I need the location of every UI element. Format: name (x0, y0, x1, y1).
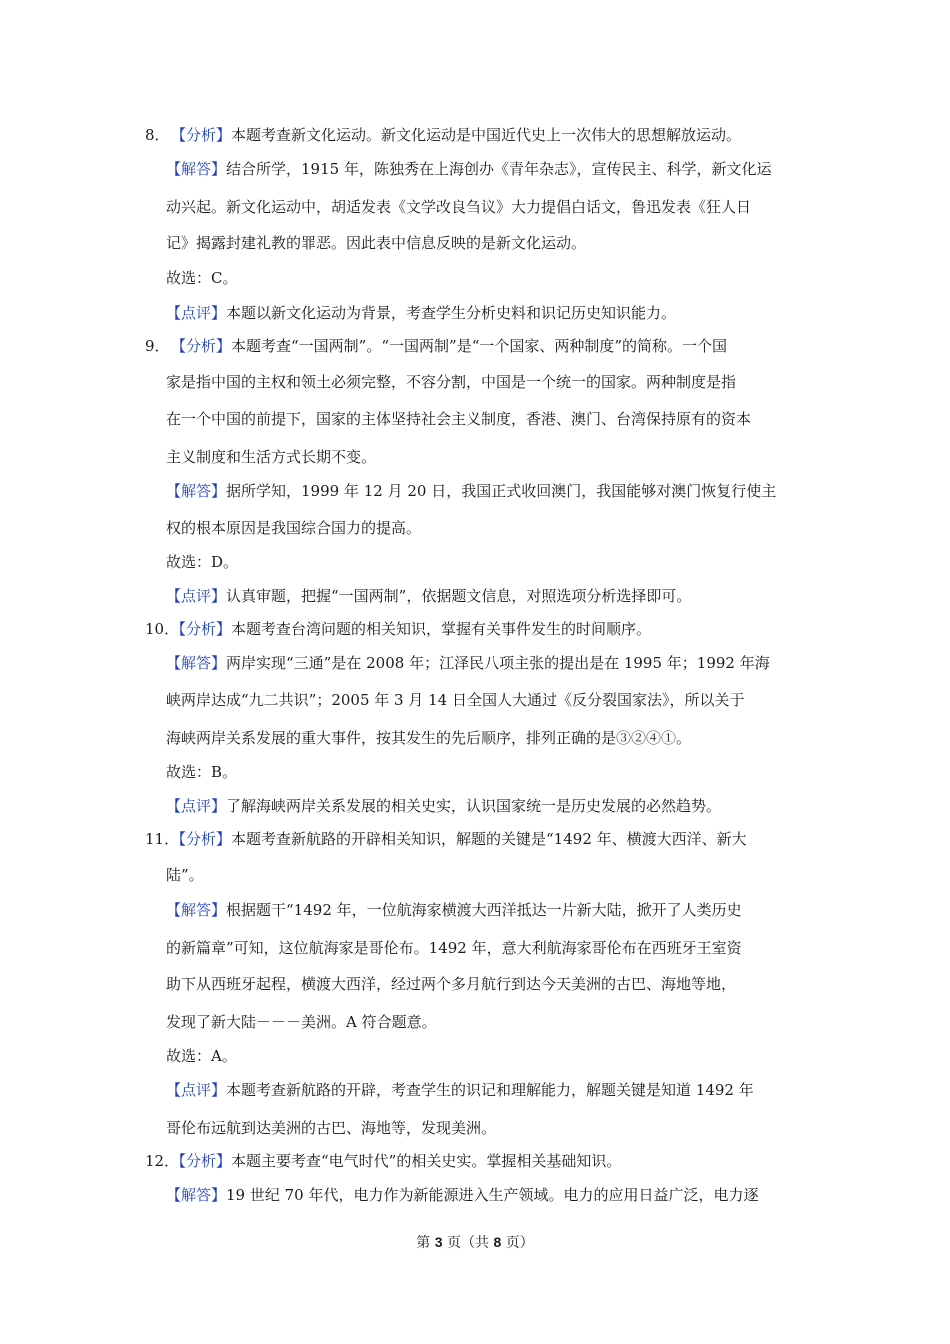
answer-tag: 【解答】 (166, 482, 227, 500)
answer-line (166, 196, 751, 218)
answer-text: 两岸实现“三通”是在 2008 年；江泽民八项主张的提出是在 1995 年；1992 年海 (226, 654, 770, 672)
answer-tag: 【解答】 (166, 1186, 227, 1204)
answer-text: 结合所学，1915 年，陈独秀在上海创办《青年杂志》，宣传民主、科学，新文化运 (226, 160, 772, 178)
answer-text: 峡两岸达成“九二共识”；2005 年 3 月 14 日全国人大通过《反分裂国家法》，所以关于 (166, 691, 745, 709)
choice-line (166, 1045, 237, 1067)
answer-line (166, 1011, 437, 1033)
question-number: 12． (145, 1152, 180, 1170)
analysis-tag: 【分析】 (171, 620, 232, 638)
answer-line (166, 973, 736, 995)
answer-text: 据所学知，1999 年 12 月 20 日，我国正式收回澳门，我国能够对澳门恢复行使主 (226, 482, 777, 500)
analysis-continuation (166, 446, 376, 468)
comment-line (166, 1117, 496, 1139)
analysis-text: 本题主要考查“电气时代”的相关史实。掌握相关基础知识。 (231, 1152, 622, 1170)
question-analysis-line (145, 1150, 621, 1172)
comment-line (166, 1079, 754, 1101)
analysis-text: 本题考查“一国两制”。“一国两制”是“一个国家、两种制度”的简称。一个国 (231, 337, 728, 355)
answer-line (166, 937, 742, 959)
question-number: 11． (145, 830, 180, 848)
choice-line (166, 267, 237, 289)
answer-line (166, 480, 776, 502)
comment-text: 本题以新文化运动为背景，考查学生分析史料和识记历史知识能力。 (226, 304, 677, 322)
answer-choice: 故选：C。 (166, 269, 238, 287)
answer-line (166, 517, 421, 539)
analysis-text: 陆”。 (166, 866, 204, 884)
comment-text: 本题考查新航路的开辟，考查学生的识记和理解能力，解题关键是知道 1492 年 (226, 1081, 754, 1099)
analysis-tag: 【分析】 (171, 337, 232, 355)
footer-suffix: 页） (501, 1235, 534, 1251)
footer-prefix: 第 (416, 1235, 435, 1251)
answer-text: 的新篇章”可知，这位航海家是哥伦布。1492 年，意大利航海家哥伦布在西班牙王室资 (166, 939, 742, 957)
question-number: 10． (145, 620, 180, 638)
comment-tag: 【点评】 (166, 304, 227, 322)
answer-choice: 故选：D。 (166, 553, 239, 571)
answer-text: 助下从西班牙起程，横渡大西洋，经过两个多月航行到达今天美洲的古巴、海地等地， (166, 975, 737, 993)
answer-line (166, 1184, 759, 1206)
analysis-tag: 【分析】 (171, 830, 232, 848)
choice-line (166, 551, 238, 573)
answer-tag: 【解答】 (166, 901, 227, 919)
answer-text: 19 世纪 70 年代，电力作为新能源进入生产领域。电力的应用日益广泛，电力逐 (226, 1186, 759, 1204)
analysis-continuation (166, 864, 204, 886)
analysis-text: 家是指中国的主权和领土必须完整，不容分割，中国是一个统一的国家。两种制度是指 (166, 373, 737, 391)
answer-choice: 故选：B。 (166, 763, 238, 781)
comment-line (166, 795, 721, 817)
answer-line (166, 652, 770, 674)
answer-text: 权的根本原因是我国综合国力的提高。 (166, 519, 422, 537)
comment-tag: 【点评】 (166, 1081, 227, 1099)
analysis-text: 本题考查新文化运动。新文化运动是中国近代史上一次伟大的思想解放运动。 (231, 126, 742, 144)
answer-text: 海峡两岸关系发展的重大事件，按其发生的先后顺序，排列正确的是③②④①。 (166, 729, 692, 747)
answer-tag: 【解答】 (166, 654, 227, 672)
analysis-text: 本题考查台湾问题的相关知识，掌握有关事件发生的时间顺序。 (231, 620, 652, 638)
comment-line (166, 585, 691, 607)
analysis-tag: 【分析】 (171, 126, 232, 144)
footer-total-pages: 8 (493, 1234, 502, 1250)
answer-text: 记》揭露封建礼教的罪恶。因此表中信息反映的是新文化运动。 (166, 234, 587, 252)
answer-line (166, 689, 745, 711)
answer-text: 根据题干“1492 年，一位航海家横渡大西洋抵达一片新大陆，掀开了人类历史 (226, 901, 742, 919)
footer-middle: 页（共 (442, 1235, 494, 1251)
comment-tag: 【点评】 (166, 797, 227, 815)
comment-text: 认真审题，把握“一国两制”，依据题文信息，对照选项分析选择即可。 (226, 587, 692, 605)
question-analysis-line (145, 124, 741, 146)
answer-line (166, 899, 742, 921)
comment-text: 哥伦布远航到达美洲的古巴、海地等，发现美洲。 (166, 1119, 497, 1137)
answer-text: 动兴起。新文化运动中，胡适发表《文学改良刍议》大力提倡白话文，鲁迅发表《狂人日 (166, 198, 752, 216)
analysis-text: 本题考查新航路的开辟相关知识，解题的关键是“1492 年、横渡大西洋、新大 (231, 830, 747, 848)
answer-text: 发现了新大陆－－－美洲。A 符合题意。 (166, 1013, 437, 1031)
question-analysis-line (145, 618, 651, 640)
analysis-text: 主义制度和生活方式长期不变。 (166, 448, 377, 466)
answer-line (166, 232, 586, 254)
analysis-continuation (166, 408, 751, 430)
comment-text: 了解海峡两岸关系发展的相关史实，认识国家统一是历史发展的必然趋势。 (226, 797, 722, 815)
question-number: 8． (145, 126, 170, 144)
analysis-text: 在一个中国的前提下，国家的主体坚持社会主义制度，香港、澳门、台湾保持原有的资本 (166, 410, 752, 428)
answer-line (166, 727, 691, 749)
comment-tag: 【点评】 (166, 587, 227, 605)
answer-tag: 【解答】 (166, 160, 227, 178)
question-number: 9． (145, 337, 170, 355)
question-analysis-line (145, 335, 727, 357)
question-analysis-line (145, 828, 747, 850)
choice-line (166, 761, 237, 783)
analysis-continuation (166, 371, 736, 393)
comment-line (166, 302, 676, 324)
answer-choice: 故选：A。 (166, 1047, 237, 1065)
footer-page-number: 3 (434, 1234, 443, 1250)
analysis-tag: 【分析】 (171, 1152, 232, 1170)
answer-line (166, 158, 771, 180)
page-footer (0, 1232, 950, 1253)
